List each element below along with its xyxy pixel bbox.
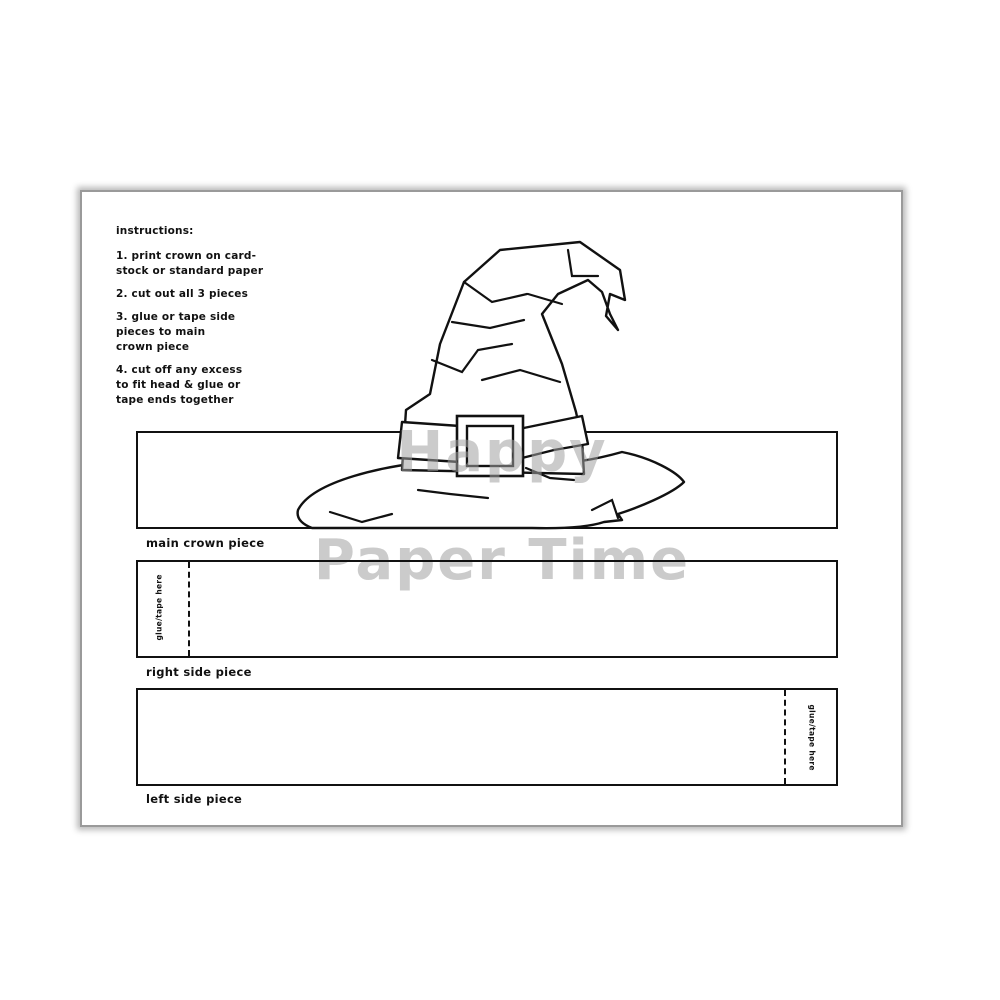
right-side-strip bbox=[136, 560, 838, 658]
printable-sheet bbox=[80, 190, 903, 827]
watermark-line-2: Paper Time bbox=[313, 528, 691, 593]
left-side-strip bbox=[136, 688, 838, 786]
left-glue-tab-text: glue/tape here bbox=[807, 704, 817, 771]
left-side-label: left side piece bbox=[146, 792, 243, 806]
watermark-line-1: Happy bbox=[396, 420, 608, 485]
instruction-step-1: 1. print crown on card- stock or standard paper bbox=[116, 250, 264, 277]
right-side-label: right side piece bbox=[146, 665, 252, 679]
left-glue-tab-line bbox=[784, 690, 786, 784]
right-glue-tab-line bbox=[188, 562, 190, 656]
instructions-block bbox=[116, 224, 276, 416]
instructions-heading: instructions: bbox=[116, 225, 194, 237]
instruction-step-4: 4. cut off any excess to fit head & glue or tape ends together bbox=[116, 364, 243, 406]
right-glue-tab-text: glue/tape here bbox=[154, 574, 164, 641]
main-crown-label: main crown piece bbox=[146, 536, 265, 550]
instruction-step-3: 3. glue or tape side pieces to main crown piece bbox=[116, 311, 236, 353]
witch-hat-icon bbox=[292, 232, 692, 532]
instruction-step-2: 2. cut out all 3 pieces bbox=[116, 288, 249, 300]
